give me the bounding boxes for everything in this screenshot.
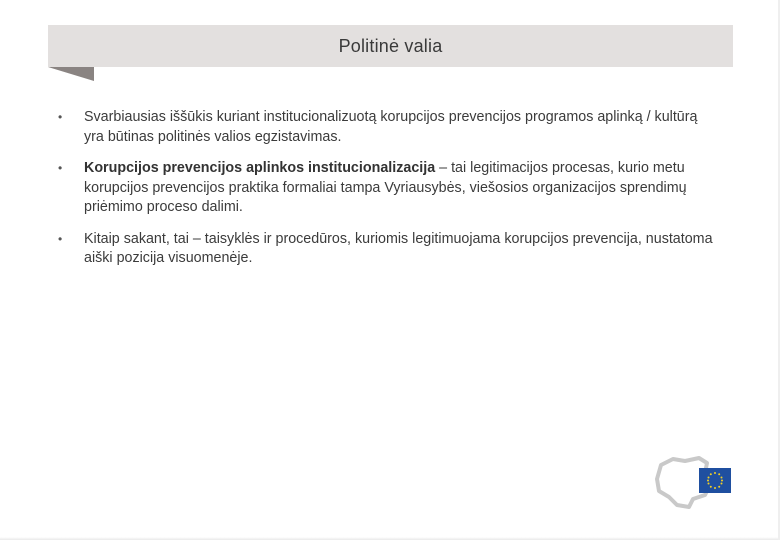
list-item — [58, 159, 718, 218]
bullet-lead: Korupcijos prevencijos aplinkos institucionalizacija — [84, 160, 436, 176]
bullet-text: – tai legitimacijos procesas, kurio metu korupcijos prevencijos praktika formaliai tampa Vyriausybės, viešosios organizacijos sprendimų priėmimo proceso dalimi. — [84, 160, 687, 215]
list-item — [58, 230, 718, 269]
bullet-icon: • — [58, 161, 63, 175]
slide-title: Politinė valia — [338, 35, 443, 56]
bullet-icon: • — [58, 110, 63, 124]
bullet-list — [58, 108, 718, 281]
bullet-icon: • — [58, 231, 63, 246]
lithuania-map-eu-flag-icon — [655, 455, 735, 511]
title-tab-decoration — [48, 67, 94, 81]
title-bar — [48, 25, 733, 67]
bullet-text: Kitaip sakant, tai – taisyklės ir procedūros, kuriomis legitimuojama korupcijos prevencija, nustatoma aiški pozicija visuomenėje. — [84, 230, 713, 266]
list-item — [58, 108, 718, 147]
bullet-text: Svarbiausias iššūkis kuriant institucionalizuotą korupcijos prevencijos programos aplinką / kultūrą yra būtinas politinės valios egzistavimas. — [84, 109, 698, 145]
